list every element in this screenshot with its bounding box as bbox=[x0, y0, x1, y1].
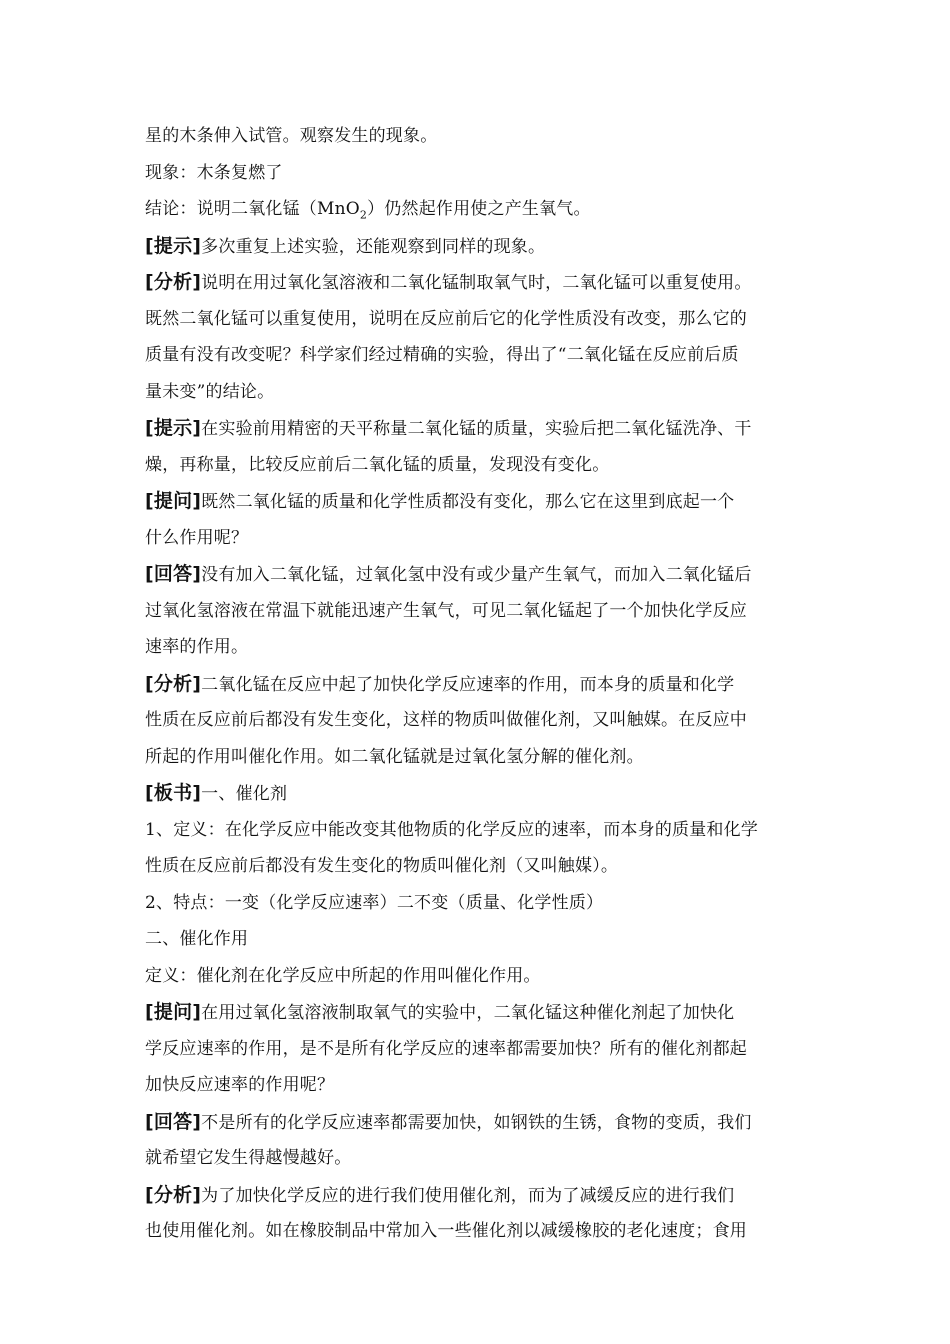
line-text: 说明在用过氧化氢溶液和二氧化锰制取氧气时，二氧化锰可以重复使用。 bbox=[201, 273, 752, 293]
line-text: 性质在反应前后都没有发生变化，这样的物质叫做催化剂，又叫触媒。在反应中 bbox=[145, 710, 747, 730]
line-text: 星的木条伸入试管。观察发生的现象。 bbox=[145, 126, 438, 146]
line-text: 性质在反应前后都没有发生变化的物质叫催化剂（又叫触媒）。 bbox=[145, 856, 619, 876]
text-line bbox=[145, 337, 809, 374]
line-text: 学反应速率的作用，是不是所有化学反应的速率都需要加快？所有的催化剂都起 bbox=[145, 1038, 747, 1059]
line-text: 燥，再称量，比较反应前后二氧化锰的质量，发现没有变化。 bbox=[145, 454, 610, 475]
line-text: 定义：催化剂在化学反应中所起的作用叫催化作用。 bbox=[145, 965, 541, 986]
text-line bbox=[145, 739, 809, 776]
text-line bbox=[145, 301, 809, 338]
line-text: 为了加快化学反应的进行我们使用催化剂，而为了减缓反应的进行我们 bbox=[201, 1185, 735, 1206]
text-line bbox=[145, 775, 809, 812]
line-text: 现象：木条复燃了 bbox=[145, 162, 283, 183]
line-text: 在用过氧化氢溶液制取氧气的实验中，二氧化锰这种催化剂起了加快化 bbox=[201, 1003, 735, 1023]
text-line bbox=[145, 885, 809, 922]
line-text: 所起的作用叫催化作用。如二氧化锰就是过氧化氢分解的催化剂。 bbox=[145, 746, 644, 767]
document-body bbox=[145, 118, 809, 1250]
line-text: 没有加入二氧化锰，过氧化氢中没有或少量产生氧气，而加入二氧化锰后 bbox=[201, 565, 752, 585]
section-tag: [分析] bbox=[145, 271, 202, 293]
text-line bbox=[145, 994, 809, 1031]
text-line bbox=[145, 812, 809, 849]
line-text: 既然二氧化锰的质量和化学性质都没有变化，那么它在这里到底起一个 bbox=[201, 492, 735, 512]
line-text: 量未变”的结论。 bbox=[145, 381, 275, 402]
line-text: 一、催化剂 bbox=[201, 784, 288, 804]
section-tag: [分析] bbox=[145, 672, 202, 695]
section-tag: [提问] bbox=[145, 490, 202, 512]
line-text: 过氧化氢溶液在常温下就能迅速产生氧气，可见二氧化锰起了一个加快化学反应 bbox=[145, 600, 747, 621]
text-line bbox=[145, 191, 809, 228]
line-text: 就希望它发生得越慢越好。 bbox=[145, 1148, 352, 1168]
line-text: 什么作用呢？ bbox=[145, 527, 249, 548]
section-tag: [提示] bbox=[145, 417, 202, 439]
text-line bbox=[145, 374, 809, 411]
subscript: 2 bbox=[359, 208, 368, 222]
section-tag: [分析] bbox=[145, 1183, 202, 1206]
line-text: 2、特点：一变（化学反应速率）二不变（质量、化学性质） bbox=[145, 892, 604, 913]
text-line bbox=[145, 1067, 809, 1104]
line-text: 速率的作用。 bbox=[145, 637, 249, 657]
section-tag: [板书] bbox=[145, 782, 202, 804]
line-text: 既然二氧化锰可以重复使用，说明在反应前后它的化学性质没有改变，那么它的 bbox=[145, 308, 747, 329]
text-line bbox=[145, 921, 809, 958]
text-line bbox=[145, 958, 809, 995]
line-text-continued: ）仍然起作用使之产生氧气。 bbox=[367, 199, 591, 219]
line-text: 不是所有的化学反应速率都需要加快，如钢铁的生锈，食物的变质，我们 bbox=[201, 1112, 752, 1133]
text-line bbox=[145, 1031, 809, 1068]
section-tag: [回答] bbox=[145, 563, 202, 585]
text-line bbox=[145, 1177, 809, 1214]
line-text: 1、定义：在化学反应中能改变其他物质的化学反应的速率，而本身的质量和化学 bbox=[145, 819, 759, 840]
text-line bbox=[145, 410, 809, 447]
line-text: 二氧化锰在反应中起了加快化学反应速率的作用，而本身的质量和化学 bbox=[201, 674, 735, 695]
text-line bbox=[145, 629, 809, 666]
text-line bbox=[145, 447, 809, 484]
text-line bbox=[145, 1104, 809, 1141]
text-line bbox=[145, 118, 809, 155]
section-tag: [提示] bbox=[145, 234, 202, 257]
text-line bbox=[145, 155, 809, 192]
line-text: 在实验前用精密的天平称量二氧化锰的质量，实验后把二氧化锰洗净、干 bbox=[201, 419, 752, 439]
text-line bbox=[145, 483, 809, 520]
text-line bbox=[145, 556, 809, 593]
section-tag: [提问] bbox=[145, 1001, 202, 1023]
section-tag: [回答] bbox=[145, 1110, 202, 1133]
line-text: 也使用催化剂。如在橡胶制品中常加入一些催化剂以减缓橡胶的老化速度；食用 bbox=[145, 1221, 747, 1241]
text-line bbox=[145, 1140, 809, 1177]
text-line bbox=[145, 264, 809, 301]
line-text: 结论：说明二氧化锰（MnO bbox=[145, 199, 360, 219]
text-line bbox=[145, 520, 809, 557]
text-line bbox=[145, 228, 809, 265]
text-line bbox=[145, 593, 809, 630]
text-line bbox=[145, 1213, 809, 1250]
text-line bbox=[145, 702, 809, 739]
line-text: 质量有没有改变呢？科学家们经过精确的实验，得出了“二氧化锰在反应前后质 bbox=[145, 345, 739, 365]
line-text: 加快反应速率的作用呢？ bbox=[145, 1075, 335, 1095]
line-text: 二、催化作用 bbox=[145, 929, 249, 949]
text-line bbox=[145, 848, 809, 885]
line-text: 多次重复上述实验，还能观察到同样的现象。 bbox=[201, 236, 546, 257]
text-line bbox=[145, 666, 809, 703]
